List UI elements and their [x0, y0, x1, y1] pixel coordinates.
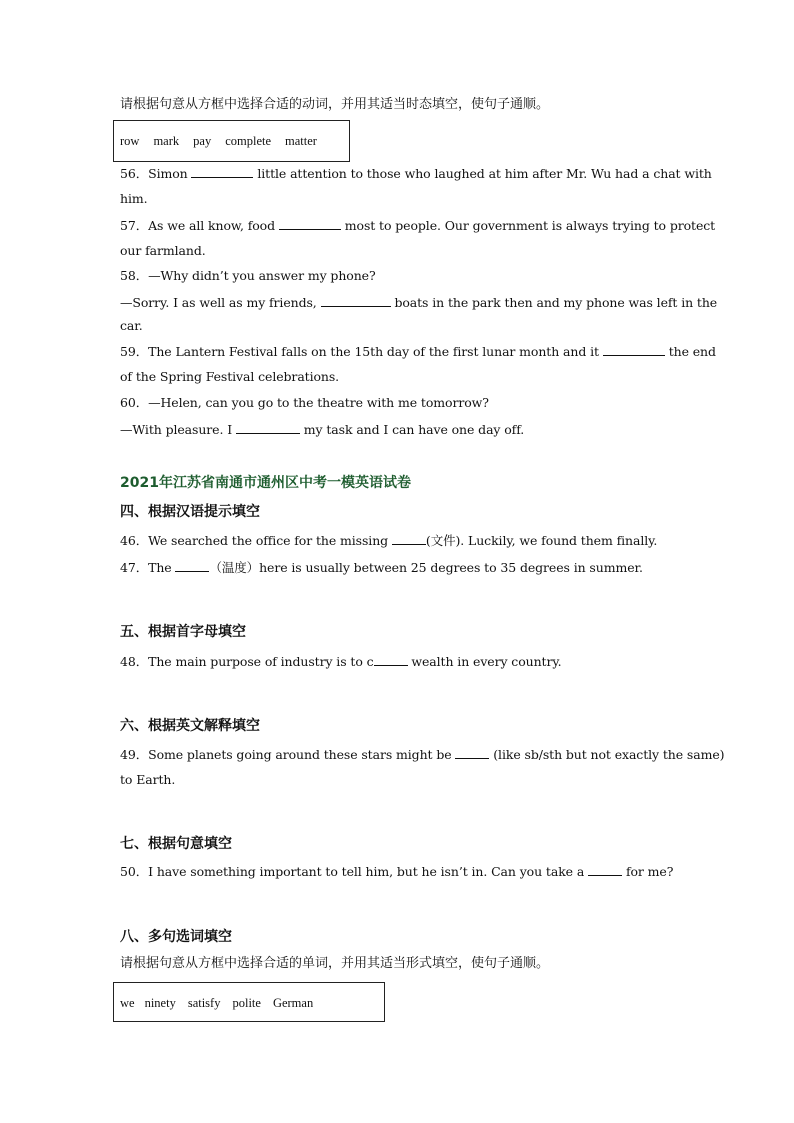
question-text: wealth in every country. [411, 654, 562, 669]
question-text: of the Spring Festival celebrations. [120, 369, 340, 384]
answer-blank[interactable] [603, 343, 665, 356]
question-text: boats in the park then and my phone was left in the [394, 295, 718, 310]
question-text: （温度）here is usually between 25 degrees to 35 degrees in summer. [209, 560, 643, 575]
question-number: 48． [120, 654, 149, 669]
word-option: we [120, 996, 135, 1010]
word-option: complete [225, 134, 272, 148]
question-59 [120, 343, 716, 360]
answer-blank[interactable] [236, 421, 300, 434]
word-box [113, 982, 385, 1022]
word-option: pay [193, 134, 212, 148]
question-text: I have something important to tell him, but he isn’t in. Can you take a [148, 864, 585, 879]
question-text: The Lantern Festival falls on the 15th day of the first lunar month and it [148, 344, 599, 359]
word-option: matter [285, 134, 317, 148]
question-text: —Why didn’t you answer my phone? [148, 268, 376, 283]
question-text: (文件). Luckily, we found them finally. [425, 533, 658, 548]
question-56 [120, 165, 712, 182]
question-number: 57． [120, 218, 149, 233]
section-heading: 七、根据句意填空 [120, 836, 232, 852]
question-text: As we all know, food [148, 218, 276, 233]
exam-title: 2021年江苏省南通市通州区中考一模英语试卷 [120, 475, 411, 491]
question-text: the end [668, 344, 716, 359]
question-text: We searched the office for the missing [148, 533, 389, 548]
question-text: —Sorry. I as well as my friends, [120, 295, 317, 310]
question-text: —Helen, can you go to the theatre with me tomorrow? [148, 395, 489, 410]
word-option: polite [232, 996, 261, 1010]
question-text: to Earth. [120, 772, 176, 787]
question-57 [120, 217, 715, 234]
question-text: —With pleasure. I [120, 422, 233, 437]
answer-blank[interactable] [455, 746, 489, 759]
word-option: mark [153, 134, 180, 148]
section-heading: 八、多句选词填空 [120, 929, 232, 945]
section-heading: 六、根据英文解释填空 [120, 718, 260, 734]
question-number: 47． [120, 560, 149, 575]
word-option: row [120, 134, 140, 148]
question-48 [120, 653, 562, 670]
question-49 [120, 746, 724, 763]
question-number: 49． [120, 747, 149, 762]
question-text [120, 421, 524, 438]
question-58 [120, 268, 376, 284]
question-text: most to people. Our government is always trying to protect [344, 218, 716, 233]
question-46 [120, 532, 657, 549]
instruction-text: 请根据句意从方框中选择合适的动词，并用其适当时态填空，使句子通顺。 [120, 97, 550, 112]
question-number: 58． [120, 268, 149, 283]
question-number: 59． [120, 344, 149, 359]
answer-blank[interactable] [374, 653, 408, 666]
question-50 [120, 863, 673, 880]
question-text: for me? [625, 864, 674, 879]
answer-blank[interactable] [321, 294, 391, 307]
question-text: Some planets going around these stars might be [148, 747, 452, 762]
question-47 [120, 559, 643, 576]
section-heading: 四、根据汉语提示填空 [120, 504, 260, 520]
question-text: The main purpose of industry is to c [148, 654, 374, 669]
answer-blank[interactable] [279, 217, 341, 230]
section-heading: 五、根据首字母填空 [120, 624, 246, 640]
word-box [113, 120, 350, 162]
question-text: (like sb/sth but not exactly the same) [493, 747, 725, 762]
question-text: Simon [148, 166, 188, 181]
question-text: him. [120, 191, 148, 206]
question-text: my task and I can have one day off. [303, 422, 525, 437]
question-number: 46． [120, 533, 149, 548]
word-option: German [272, 996, 314, 1010]
answer-blank[interactable] [175, 559, 209, 572]
word-option: ninety [144, 996, 176, 1010]
question-number: 60． [120, 395, 149, 410]
word-option: satisfy [187, 996, 221, 1010]
question-number: 56． [120, 166, 149, 181]
instruction-text: 请根据句意从方框中选择合适的单词，并用其适当形式填空，使句子通顺。 [120, 956, 550, 971]
answer-blank[interactable] [392, 532, 426, 545]
question-text: The [148, 560, 172, 575]
question-text: little attention to those who laughed at him after Mr. Wu had a chat with [257, 166, 712, 181]
question-60 [120, 395, 489, 411]
answer-blank[interactable] [588, 863, 622, 876]
question-number: 50． [120, 864, 149, 879]
question-text: car. [120, 318, 143, 333]
question-text [120, 294, 717, 311]
answer-blank[interactable] [191, 165, 253, 178]
question-text: our farmland. [120, 243, 206, 258]
